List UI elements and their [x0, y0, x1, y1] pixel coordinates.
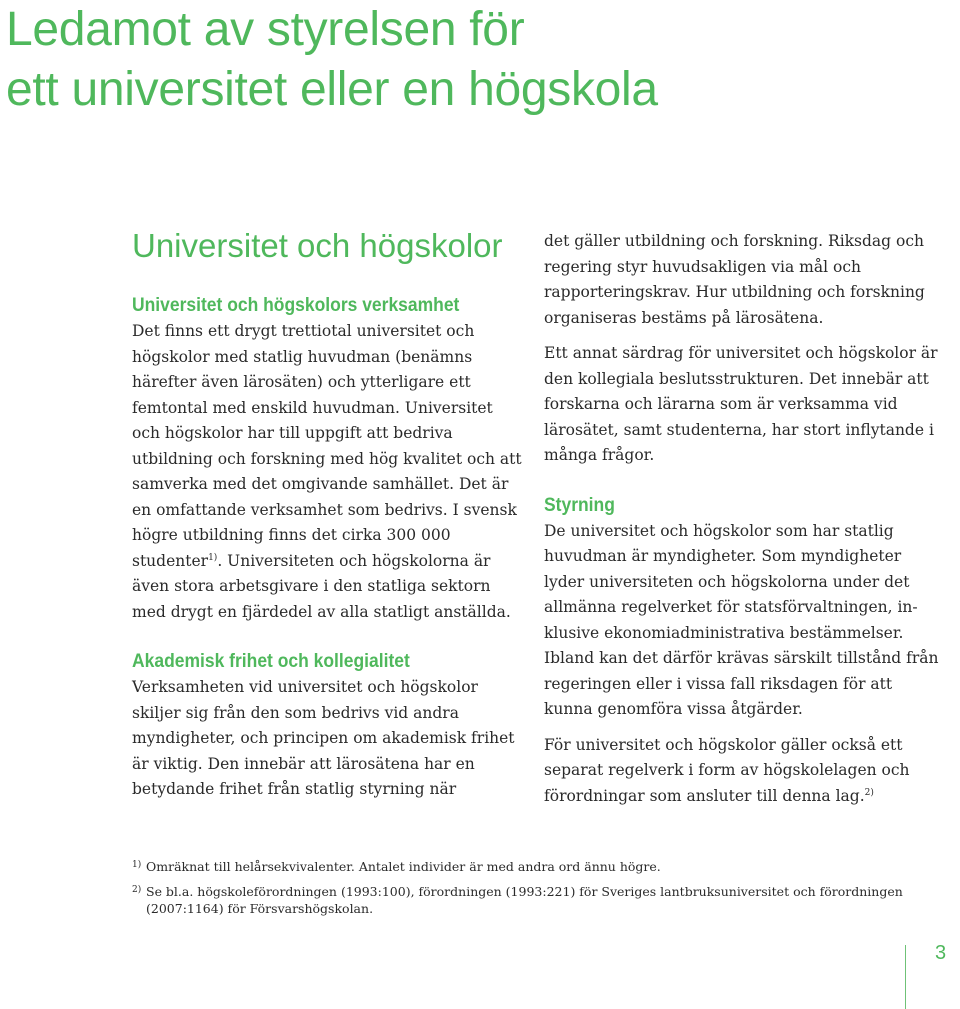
footnote-1 [132, 858, 932, 875]
paragraph-regelverk [544, 733, 944, 810]
footnote-mark: 2) [132, 885, 142, 895]
footnotes [132, 858, 932, 925]
paragraph-regelverk-text: För universitet och högskolor gäller också ett separat regelverk i form av högskolelagen och förordningar som ansluter till denna lag. [544, 735, 910, 805]
section-title: Universitet och högskolor [132, 227, 503, 264]
paragraph-akademisk-frihet: Verksamheten vid universitet och högskolor skiljer sig från den som bedrivs vid andra myndigheter, och principen om akademisk frihet är viktig. Den innebär att lärosätena har en betydande frihet från statlig styrning när [132, 678, 515, 798]
subheading-akademisk-frihet: Akademisk frihet och kollegialitet [132, 651, 410, 672]
footnote-text: Omräknat till helårsekvivalenter. Antalet individer är med andra ord ännu högre. [146, 859, 661, 874]
page-title-line-1: Ledamot av styrelsen för [6, 3, 525, 56]
page-title-line-2: ett universitet eller en högskola [6, 63, 658, 116]
paragraph-continued: det gäller utbildning och forskning. Riksdag och regering styr huvudsakligen via mål och rapporteringskrav. Hur utbildning och forskning organiseras bestäms på lärosätena. [544, 232, 925, 327]
footnote-mark: 1) [132, 860, 142, 870]
paragraph-kollegial: Ett annat särdrag för universitet och högskolor är den kollegiala beslutsstrukturen. Det innebär att forskarna och lärarna som är verksamma vid lärosätet, samt studenterna, har stort inflytande i många frågor. [544, 344, 938, 464]
left-column [132, 293, 522, 803]
footnote-text: Se bl.a. högskoleförordningen (1993:100), förordningen (1993:221) för Sveriges lantbruksuniversitet och förordningen (2007:1164) för Försvarshögskolan. [146, 884, 903, 916]
footnote-ref-1: 1) [208, 552, 218, 563]
paragraph-styrning: De universitet och högskolor som har statlig huvudman är myndigheter. Som myndigheter lyder universiteten och högskolorna under det allmänna regelverket för statsförvaltningen, inklusive ekonomiadministrativa bestämmelser. Ibland kan det därför krävas särskilt tillstånd från regeringen eller i vissa fall riksdagen för att kunna genomföra vissa åtgärder. [544, 521, 939, 718]
footnote-2 [132, 883, 932, 917]
subheading-verksamhet: Universitet och högskolors verksamhet [132, 295, 460, 316]
paragraph-verksamhet [132, 319, 522, 625]
footnote-ref-2: 2) [864, 787, 874, 798]
page-number: 3 [935, 942, 947, 964]
paragraph-verksamhet-text: Det finns ett drygt trettiotal universitet och högskolor med statlig huvudman (benämns härefter även lärosäten) och ytterligare ett femtontal med enskild huvudman. Universitet och högskolor har till uppgift att bedriva utbildning och forskning med hög kvalitet och att samverka med det omgivande samhället. Det är en omfattande verksamhet som bedrivs. I svensk högre utbildning finns det cirka 300 000 studenter [132, 322, 522, 570]
paragraph-verksamhet-tail: . Universiteten och högskolorna är även stora arbetsgivare i den statliga sektorn med drygt en fjärdedel av alla statligt anställda. [132, 551, 511, 621]
subheading-styrning: Styrning [544, 494, 615, 516]
page-title [6, 0, 658, 120]
right-column [544, 229, 944, 809]
page-number-divider [905, 945, 906, 1009]
